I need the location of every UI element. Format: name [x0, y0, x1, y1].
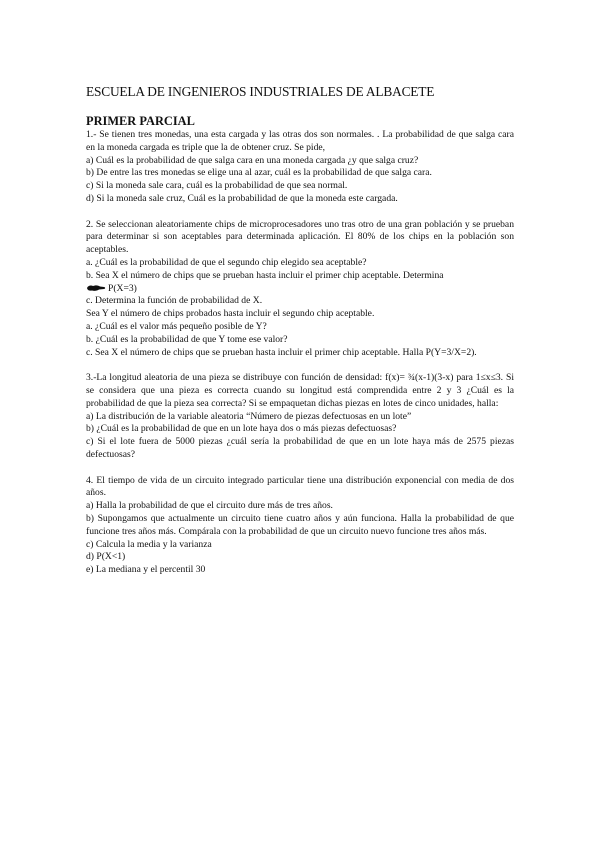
problem-2-part-b: b. Sea X el número de chips que se prueban hasta incluir el primer chip aceptable. Determina [86, 269, 444, 281]
problem-4-part-c: c) Calcula la media y la varianza [86, 538, 212, 550]
problem-1-part-d: d) Si la moneda sale cruz, Cuál es la probabilidad de que la moneda este cargada. [86, 192, 398, 204]
problem-3 [86, 372, 514, 462]
school-name: ESCUELA DE INGENIEROS INDUSTRIALES DE ALBACETE [86, 84, 435, 99]
problem-2-y-part-a: a. ¿Cuál es el valor más pequeño posible de Y? [86, 320, 267, 332]
problem-4-part-a: a) Halla la probabilidad de que el circuito dure más de tres años. [86, 500, 333, 512]
problem-2-part-a: a. ¿Cuál es la probabilidad de que el segundo chip elegido sea aceptable? [86, 256, 367, 268]
problem-1-statement: 1.- Se tienen tres monedas, una esta cargada y las otras dos son normales. . La probabilidad de que salga cara en la moneda cargada es triple que la de obtener cruz. Se pide, [86, 129, 514, 153]
problem-1 [86, 129, 514, 206]
problem-1-part-b: b) De entre las tres monedas se elige una al azar, cuál es la probabilidad de que salga cara. [86, 167, 432, 179]
problem-2-part-b-formula [86, 283, 514, 296]
problem-4-part-b: b) Supongamos que actualmente un circuito tiene cuatro años y aún funciona. Halla la probabilidad de que funcione tres años más. Compárala con la probabilidad de que un circuito nuevo funcione tres años más. [86, 512, 514, 537]
problem-2-part-c: c. Determina la función de probabilidad de X. [86, 295, 263, 307]
pointing-hand-icon [86, 284, 106, 292]
problem-3-part-a: a) La distribución de la variable aleatoria “Número de piezas defectuosas en un lote” [86, 410, 412, 422]
problem-4 [86, 475, 514, 577]
problem-2-formula-text: P(X=3) [108, 282, 137, 294]
problem-3-part-b: b) ¿Cuál es la probabilidad de que en un lote haya dos o más piezas defectuosas? [86, 423, 397, 435]
problem-1-part-a: a) Cuál es la probabilidad de que salga cara en una moneda cargada ¿y que salga cruz? [86, 154, 419, 166]
problem-3-statement: 3.-La longitud aleatoria de una pieza se distribuye con función de densidad: f(x)= ¾(x-1)(3-x) para 1≤x≤3. Si se considera que una pieza es correcta cuando su longitud está comprendida entre 2 y 3 ¿Cuál es la probabilidad de que la pieza sea correcta? Si se empaquetan dichas piezas en lotes de cinco unidades, halla: [86, 372, 514, 409]
problem-2 [86, 219, 514, 360]
problem-2-statement: 2. Se seleccionan aleatoriamente chips de microprocesadores uno tras otro de una gran población y se prueban para determinar si son aceptables para determinada aplicación. El 80% de los chips en la población son aceptables. [86, 218, 514, 256]
exam-title: PRIMER PARCIAL [86, 114, 195, 128]
problem-2-y-definition: Sea Y el número de chips probados hasta incluir el segundo chip aceptable. [86, 308, 375, 320]
problem-3-part-c: c) Si el lote fuera de 5000 piezas ¿cuál sería la probabilidad de que en un lote haya más de 2575 piezas defectuosas? [86, 436, 514, 460]
problem-4-statement: 4. El tiempo de vida de un circuito integrado particular tiene una distribución exponencial con media de dos años. [86, 474, 514, 499]
exam-page [86, 84, 514, 590]
problem-2-y-part-c: c. Sea X el número de chips que se prueban hasta incluir el primer chip aceptable. Halla P(Y=3/X=2). [86, 346, 477, 358]
problem-4-part-e: e) La mediana y el percentil 30 [86, 564, 206, 576]
problem-2-y-part-b: b. ¿Cuál es la probabilidad de que Y tome ese valor? [86, 333, 288, 345]
problem-1-part-c: c) Si la moneda sale cara, cuál es la probabilidad de que sea normal. [86, 180, 348, 192]
problem-4-part-d: d) P(X<1) [86, 551, 126, 563]
